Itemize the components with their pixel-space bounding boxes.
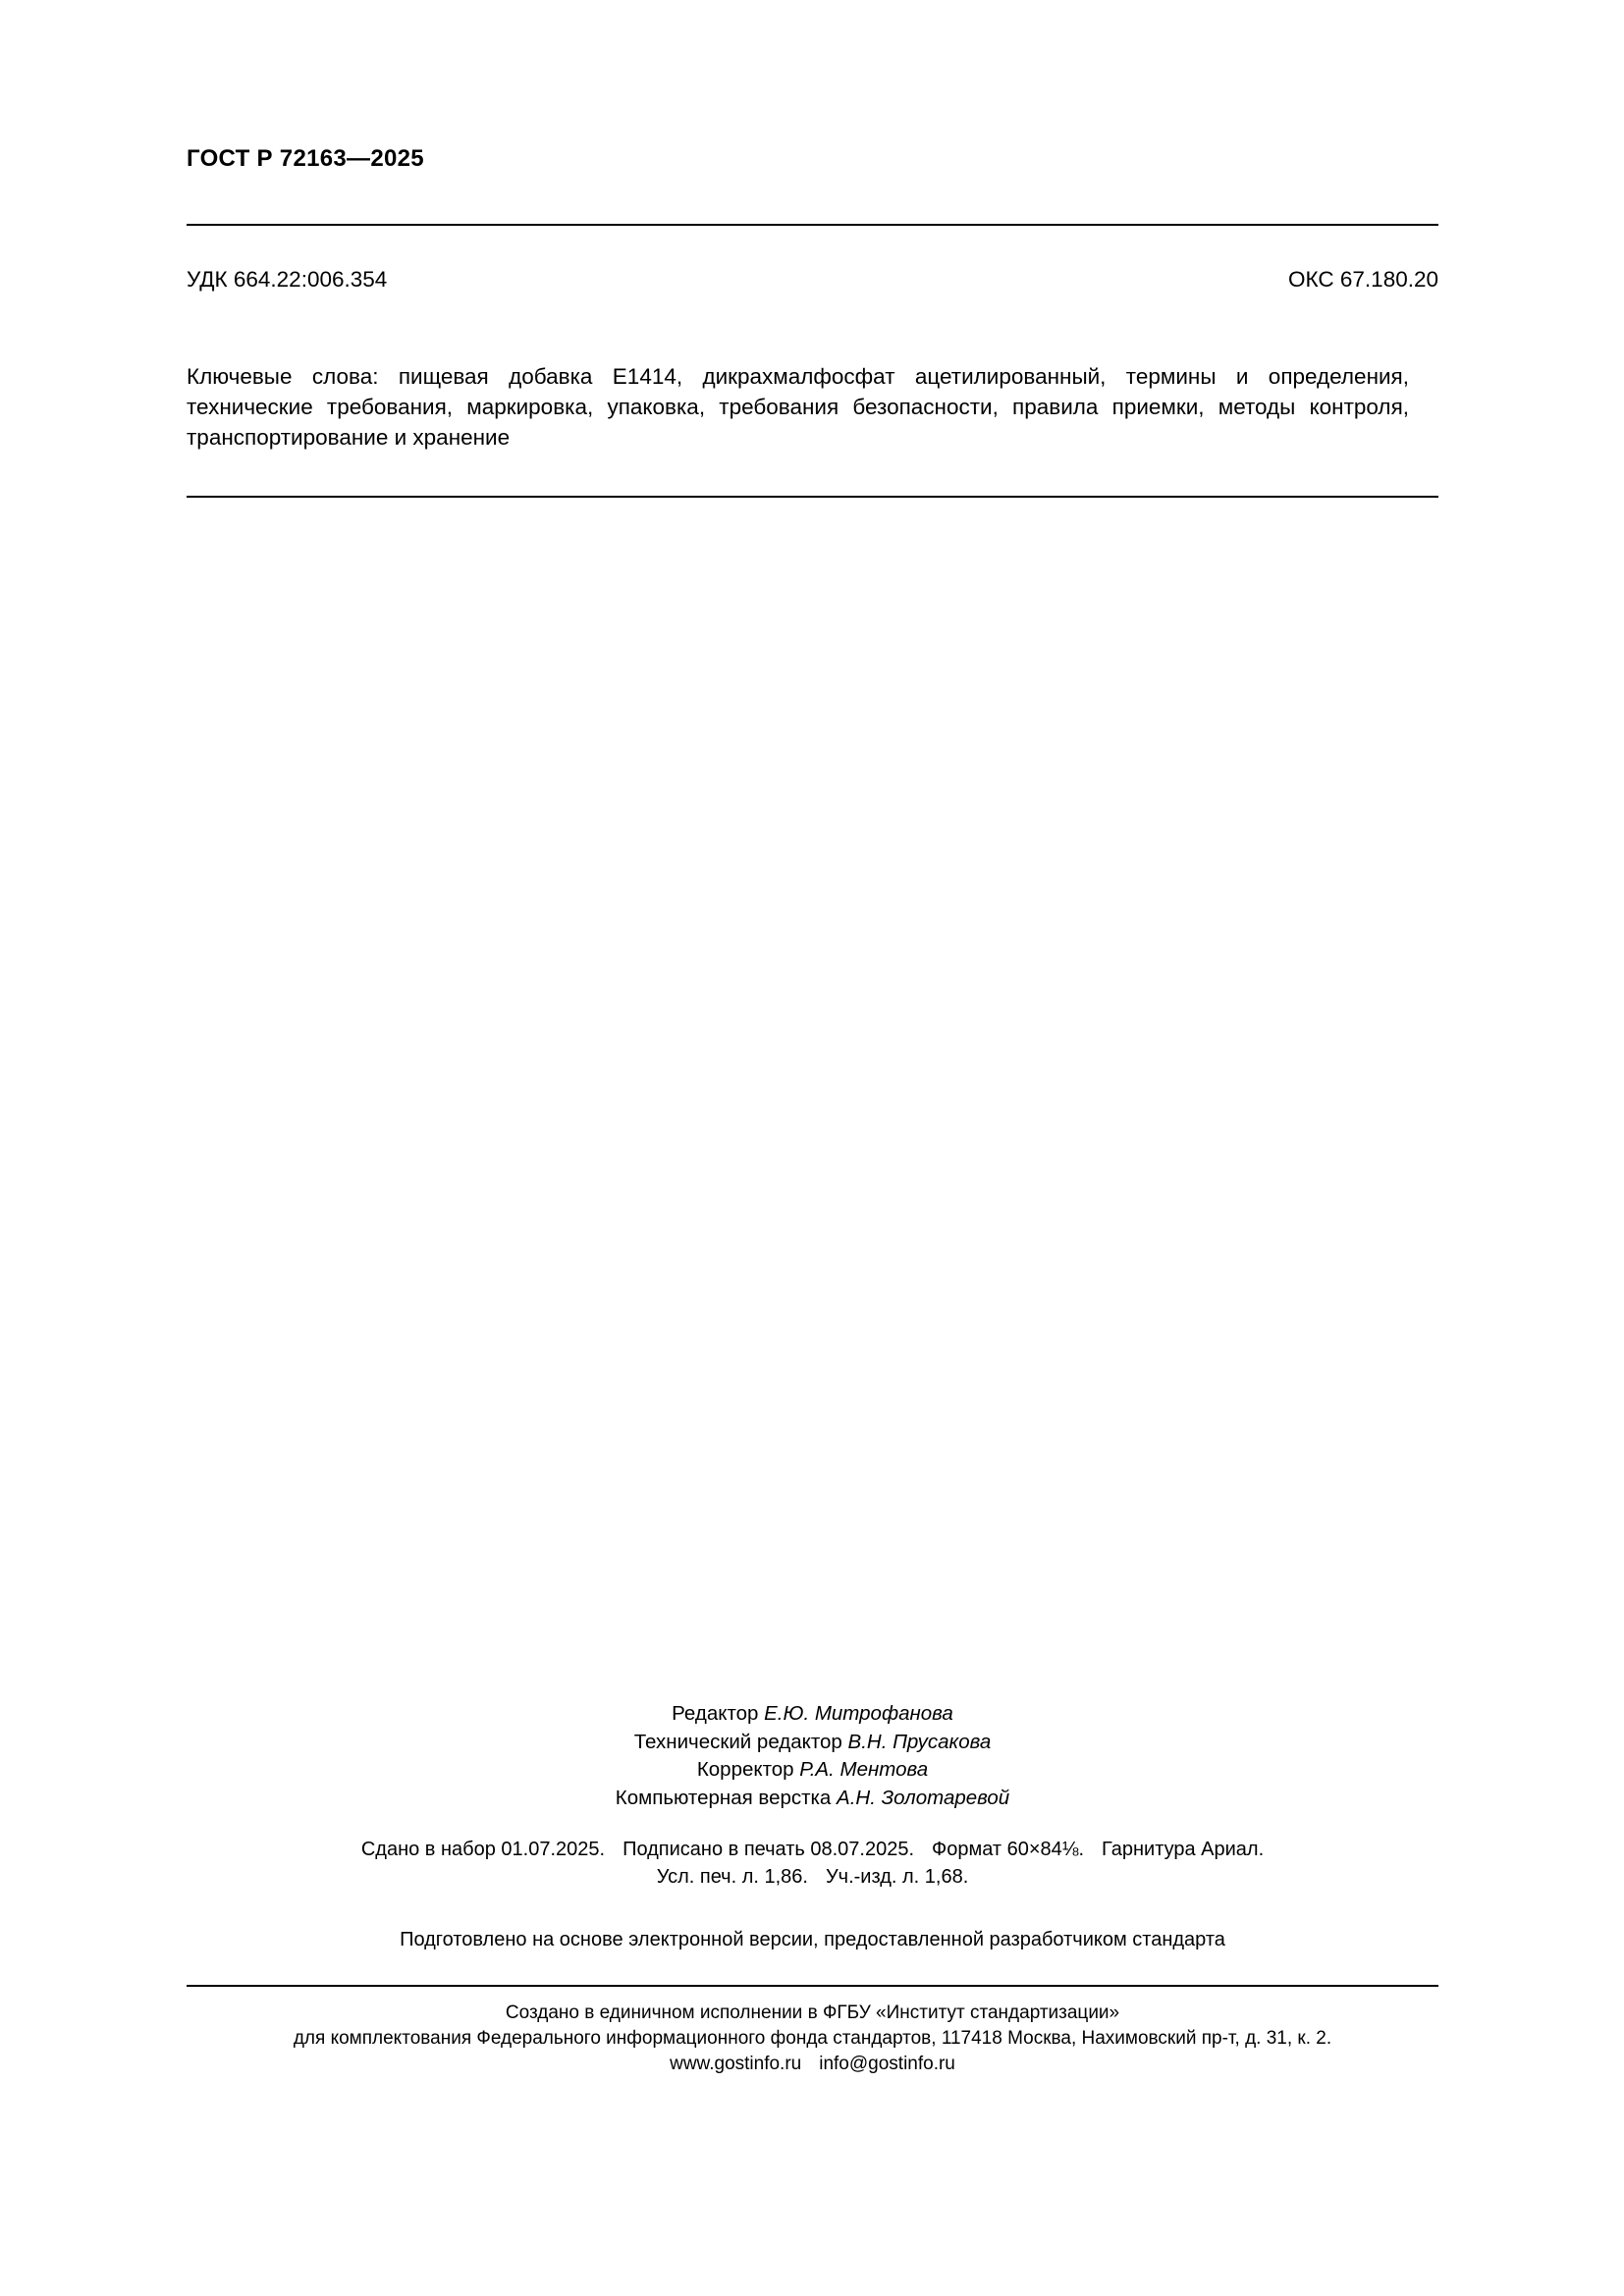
prepared-note: Подготовлено на основе электронной версии, предоставленной разработчиком стандарта: [400, 1929, 1225, 1950]
credit-layout-name: А.Н. Золотаревой: [837, 1786, 1010, 1809]
page-content: [187, 0, 1438, 2296]
credit-corrector-name: Р.А. Ментова: [799, 1758, 929, 1781]
print-format: Формат 60×84⅛.: [932, 1839, 1085, 1860]
footer-line-2: для комплектования Федерального информационного фонда стандартов, 117418 Москва, Нахимовский пр-т, д. 31, к. 2.: [293, 2028, 1332, 2049]
print-signed: Подписано в печать 08.07.2025.: [623, 1839, 915, 1860]
footer-block: [187, 2001, 1438, 2077]
credit-tech-editor-name: В.Н. Прусакова: [847, 1730, 992, 1753]
print-info-line-2: [187, 1863, 1438, 1891]
divider-bottom: [187, 1985, 1438, 1987]
divider-middle: [187, 496, 1438, 498]
credit-layout-label: Компьютерная верстка: [615, 1786, 832, 1809]
credit-layout: [187, 1785, 1438, 1813]
credit-corrector-label: Корректор: [696, 1758, 794, 1781]
print-typeface: Гарнитура Ариал.: [1102, 1839, 1265, 1860]
print-info-block: [187, 1836, 1438, 1891]
credit-editor-label: Редактор: [672, 1702, 759, 1725]
credit-tech-editor: [187, 1729, 1438, 1757]
print-sheets-2: Уч.-изд. л. 1,68.: [825, 1866, 969, 1888]
print-submitted: Сдано в набор 01.07.2025.: [360, 1839, 606, 1860]
print-info-line-1: [187, 1836, 1438, 1863]
credit-editor: [187, 1700, 1438, 1729]
credit-tech-editor-label: Технический редактор: [633, 1730, 842, 1753]
footer-contacts: [187, 2052, 1438, 2077]
keywords-block: Ключевые слова: пищевая добавка Е1414, дикрахмалфосфат ацетилированный, термины и определения, технические требования, маркировка, упаковка, требования безопасности, правила приемки, методы контроля, транспортирование и хранение: [187, 364, 1409, 450]
standard-code: ГОСТ Р 72163—2025: [187, 145, 424, 172]
footer-line-1: Создано в единичном исполнении в ФГБУ «Институт стандартизации»: [505, 2002, 1120, 2023]
print-sheets: Усл. печ. л. 1,86.: [656, 1866, 808, 1888]
credits-block: [187, 1700, 1438, 1812]
credit-corrector: [187, 1756, 1438, 1785]
udk-value: УДК 664.22:006.354: [187, 267, 388, 292]
footer-email[interactable]: info@gostinfo.ru: [819, 2054, 955, 2074]
credit-editor-name: Е.Ю. Митрофанова: [764, 1702, 953, 1725]
udk-oks-row: [187, 267, 1438, 293]
divider-top: [187, 224, 1438, 226]
footer-website[interactable]: www.gostinfo.ru: [670, 2054, 802, 2074]
oks-value: ОКС 67.180.20: [1288, 267, 1438, 292]
